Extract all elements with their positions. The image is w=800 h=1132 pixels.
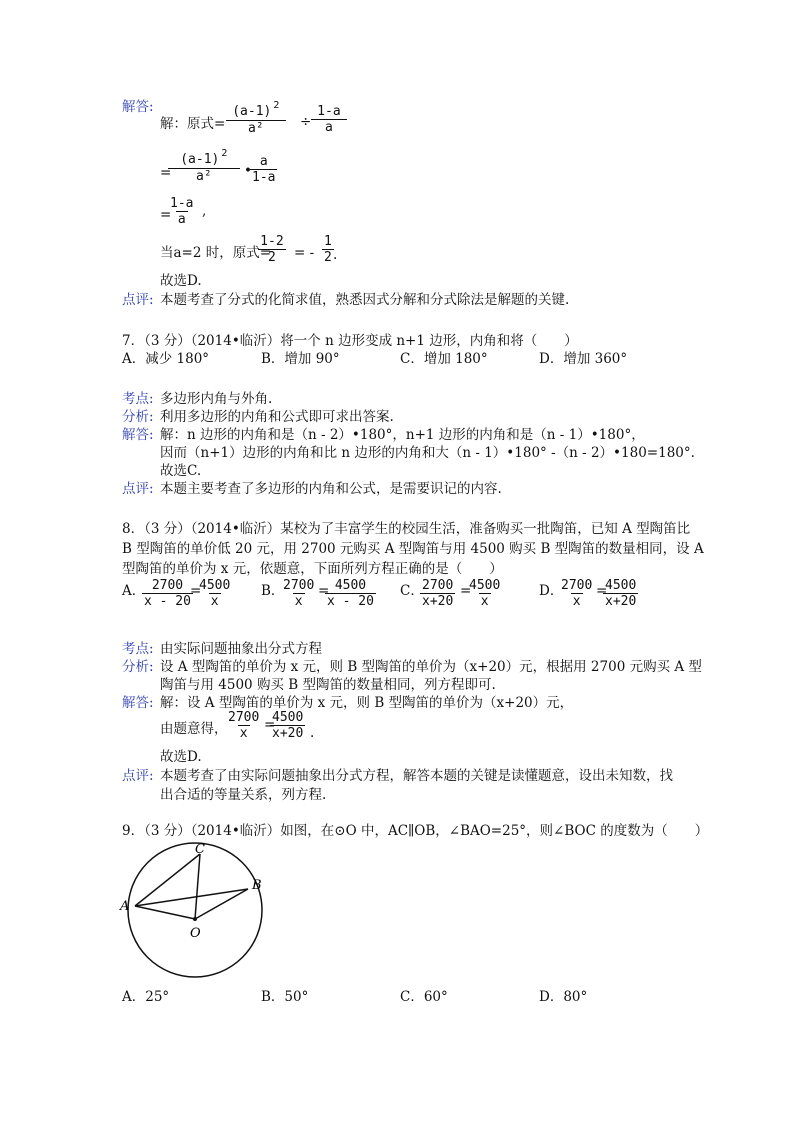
q6-fraction-3 [168,148,240,184]
q7-option-b: B．增加 90° [261,351,340,367]
q6-f4-den: 1-a [252,170,276,185]
q9-option-c: C．60° [400,989,448,1005]
q8-point: 由实际问题抽象出分式方程 [160,641,322,657]
q7-analysis-label: 分析: [122,409,154,425]
q8-answer-period: . [310,725,315,741]
q8-point-label: 考点: [122,641,154,657]
q7-option-a: A．减少 180° [122,351,210,367]
q8-b-r-num: 4500 [334,578,367,593]
q8-answer-line-1: 解：设 A 型陶笛的单价为 x 元，则 B 型陶笛的单价为（x+20）元， [160,695,574,711]
q7-option-d: D．增加 360° [539,351,628,367]
q7-answer-label: 解答: [122,427,154,443]
q8-option-c-right [467,578,502,609]
q6-f7-num: 1 [324,234,332,249]
q6-f1-den: a² [226,120,286,136]
q8-answer-label: 解答: [122,695,154,711]
q8-option-c-left [420,578,455,609]
q7-point: 多边形内角与外角. [160,391,273,407]
label-o: O [190,926,201,941]
q6-fraction-1 [226,100,286,136]
q6-f1-exp: 2 [273,100,280,111]
q8-option-c-label: C． [400,583,424,599]
q8-analysis-label: 分析: [122,659,154,675]
q8-option-d-eq: = [596,583,608,599]
q6-f2-den: a [311,119,347,135]
q6-f6-num: 1-2 [260,234,284,249]
q8-b-l-num: 2700 [283,578,315,593]
q8-comment-line-2: 出合适的等量关系，列方程. [160,787,327,803]
q8-option-d-label: D． [539,583,564,599]
q6-f1-num: (a-1) [232,104,272,119]
q7-point-label: 考点: [122,391,154,407]
q8-answer-right-fraction [270,710,305,741]
q6-choose: 故选D. [160,273,202,289]
q6-f5-den: a [177,212,186,227]
q6-f3-den: a² [168,168,240,184]
q6-eq-2: = [160,207,172,223]
q6-eq-neg: = - [294,245,315,261]
q6-dot: • [244,163,252,179]
q8-a-l-den: x - 20 [144,594,191,609]
q6-fraction-2 [311,104,347,135]
q8-stem-line-2: B 型陶笛的单价低 20 元，用 2700 元购买 A 型陶笛与用 4500 购买 B 型陶笛的数量相同，设 A [122,541,704,557]
q8-option-d-left [559,578,594,609]
q6-period: . [333,247,338,263]
q8-choose: 故选D. [160,749,202,765]
q6-solve-prefix: 解：原式= [160,116,226,132]
label-b: B [252,878,262,893]
q8-c-l-num: 2700 [422,578,454,593]
q6-eq-1: = [160,165,172,181]
q7-answer-line-1: 解：n 边形的内角和是（n - 2）•180°，n+1 边形的内角和是（n - 1）•180°， [160,427,645,443]
q7-analysis: 利用多边形的内角和公式即可求出答案. [160,409,394,425]
center-point [193,917,197,921]
q8-option-d-right [603,578,638,609]
q8-a-r-num: 4500 [199,578,231,593]
q8-c-r-num: 4500 [469,578,501,593]
q7-answer-line-2: 因而（n+1）边形的内角和比 n 边形的内角和大（n - 1）•180° -（n - 2）•180=180°. [160,445,695,461]
q8-option-b-right [325,578,376,609]
q9-circle-figure [118,838,268,988]
q8-a-l-num: 2700 [151,578,184,593]
q6-f3-exp: 2 [221,148,228,159]
q6-comma: , [202,203,207,219]
label-a: A [120,899,130,914]
q6-comment-label: 点评: [122,292,154,308]
q9-option-b: B．50° [261,989,309,1005]
q8-comment-line-1: 本题考查了由实际问题抽象出分式方程，解答本题的关键是读懂题意，设出未知数，找 [160,768,673,784]
q8-c-l-den: x+20 [422,594,454,609]
q9-stem: 9．（3 分）（2014•临沂）如图，在⊙O 中，AC∥OB，∠BAO=25°，则∠BOC 的度数为（ ） [122,823,709,839]
q8-ans-l-den: x [239,726,248,741]
q6-div-sign: ÷ [300,114,312,130]
q6-comment: 本题考查了分式的化简求值，熟悉因式分解和分式除法是解题的关键. [160,292,570,308]
q6-f4-num: a [259,154,268,169]
segment-oc [195,854,200,919]
q8-stem-line-3: 型陶笛的单价为 x 元，依题意，下面所列方程正确的是（ ） [122,561,503,577]
q8-answer-left-fraction [226,710,261,741]
q9-option-a: A．25° [122,989,170,1005]
q6-f6-den: 2 [258,249,286,265]
q8-b-r-den: x - 20 [327,594,374,609]
q8-option-c-eq: = [460,583,472,599]
q8-option-a-label: A． [122,583,146,599]
label-c: C [195,842,205,857]
q8-option-b-eq: = [318,583,330,599]
q8-option-a-right [197,578,232,609]
q8-answer-line-2-prefix: 由题意得， [160,721,228,737]
q6-answer-label: 解答: [122,99,154,115]
q7-comment-label: 点评: [122,481,154,497]
q7-answer-line-3: 故选C. [160,463,202,479]
q8-option-a-eq: = [190,583,202,599]
q6-fraction-4 [250,154,277,185]
q6-f2-num: 1-a [317,104,341,119]
q8-option-a-left [142,578,193,609]
q8-d-r-num: 4500 [605,578,637,593]
q8-option-b-left [281,578,316,609]
q8-d-l-num: 2700 [561,578,593,593]
q6-when-prefix: 当a=2 时，原式= [160,245,272,261]
q6-fraction-5 [168,196,195,227]
q8-stem-line-1: 8．（3 分）（2014•临沂）某校为了丰富学生的校园生活，准备购买一批陶笛，已知 A 型陶笛比 [122,521,691,537]
q6-f3-num: (a-1) [180,152,220,167]
q8-d-r-den: x+20 [605,594,637,609]
q7-option-c: C．增加 180° [400,351,488,367]
q7-comment: 本题主要考查了多边形的内角和公式，是需要识记的内容. [160,481,502,497]
q8-ans-r-num: 4500 [272,710,304,725]
q8-comment-label: 点评: [122,768,154,784]
q8-ans-l-num: 2700 [228,710,260,725]
q8-b-l-den: x [294,594,303,609]
q8-analysis-line-2: 陶笛与用 4500 购买 B 型陶笛的数量相同，列方程即可. [160,677,496,693]
q8-answer-eq: = [264,717,276,733]
q7-stem: 7．（3 分）（2014•临沂）将一个 n 边形变成 n+1 边形，内角和将（ ） [122,333,578,349]
q6-f5-num: 1-a [170,196,194,211]
segment-ao [135,906,195,919]
q6-f7-den: 2 [324,250,332,265]
q8-a-r-den: x [210,594,219,609]
q8-option-b-label: B． [261,583,285,599]
q6-fraction-6 [258,234,286,265]
q9-option-d: D．80° [539,989,588,1005]
q8-analysis-line-1: 设 A 型陶笛的单价为 x 元，则 B 型陶笛的单价为（x+20）元，根据用 2700 元购买 A 型 [160,659,702,675]
q8-c-r-den: x [480,594,489,609]
q8-d-l-den: x [572,594,581,609]
q8-ans-r-den: x+20 [272,726,304,741]
